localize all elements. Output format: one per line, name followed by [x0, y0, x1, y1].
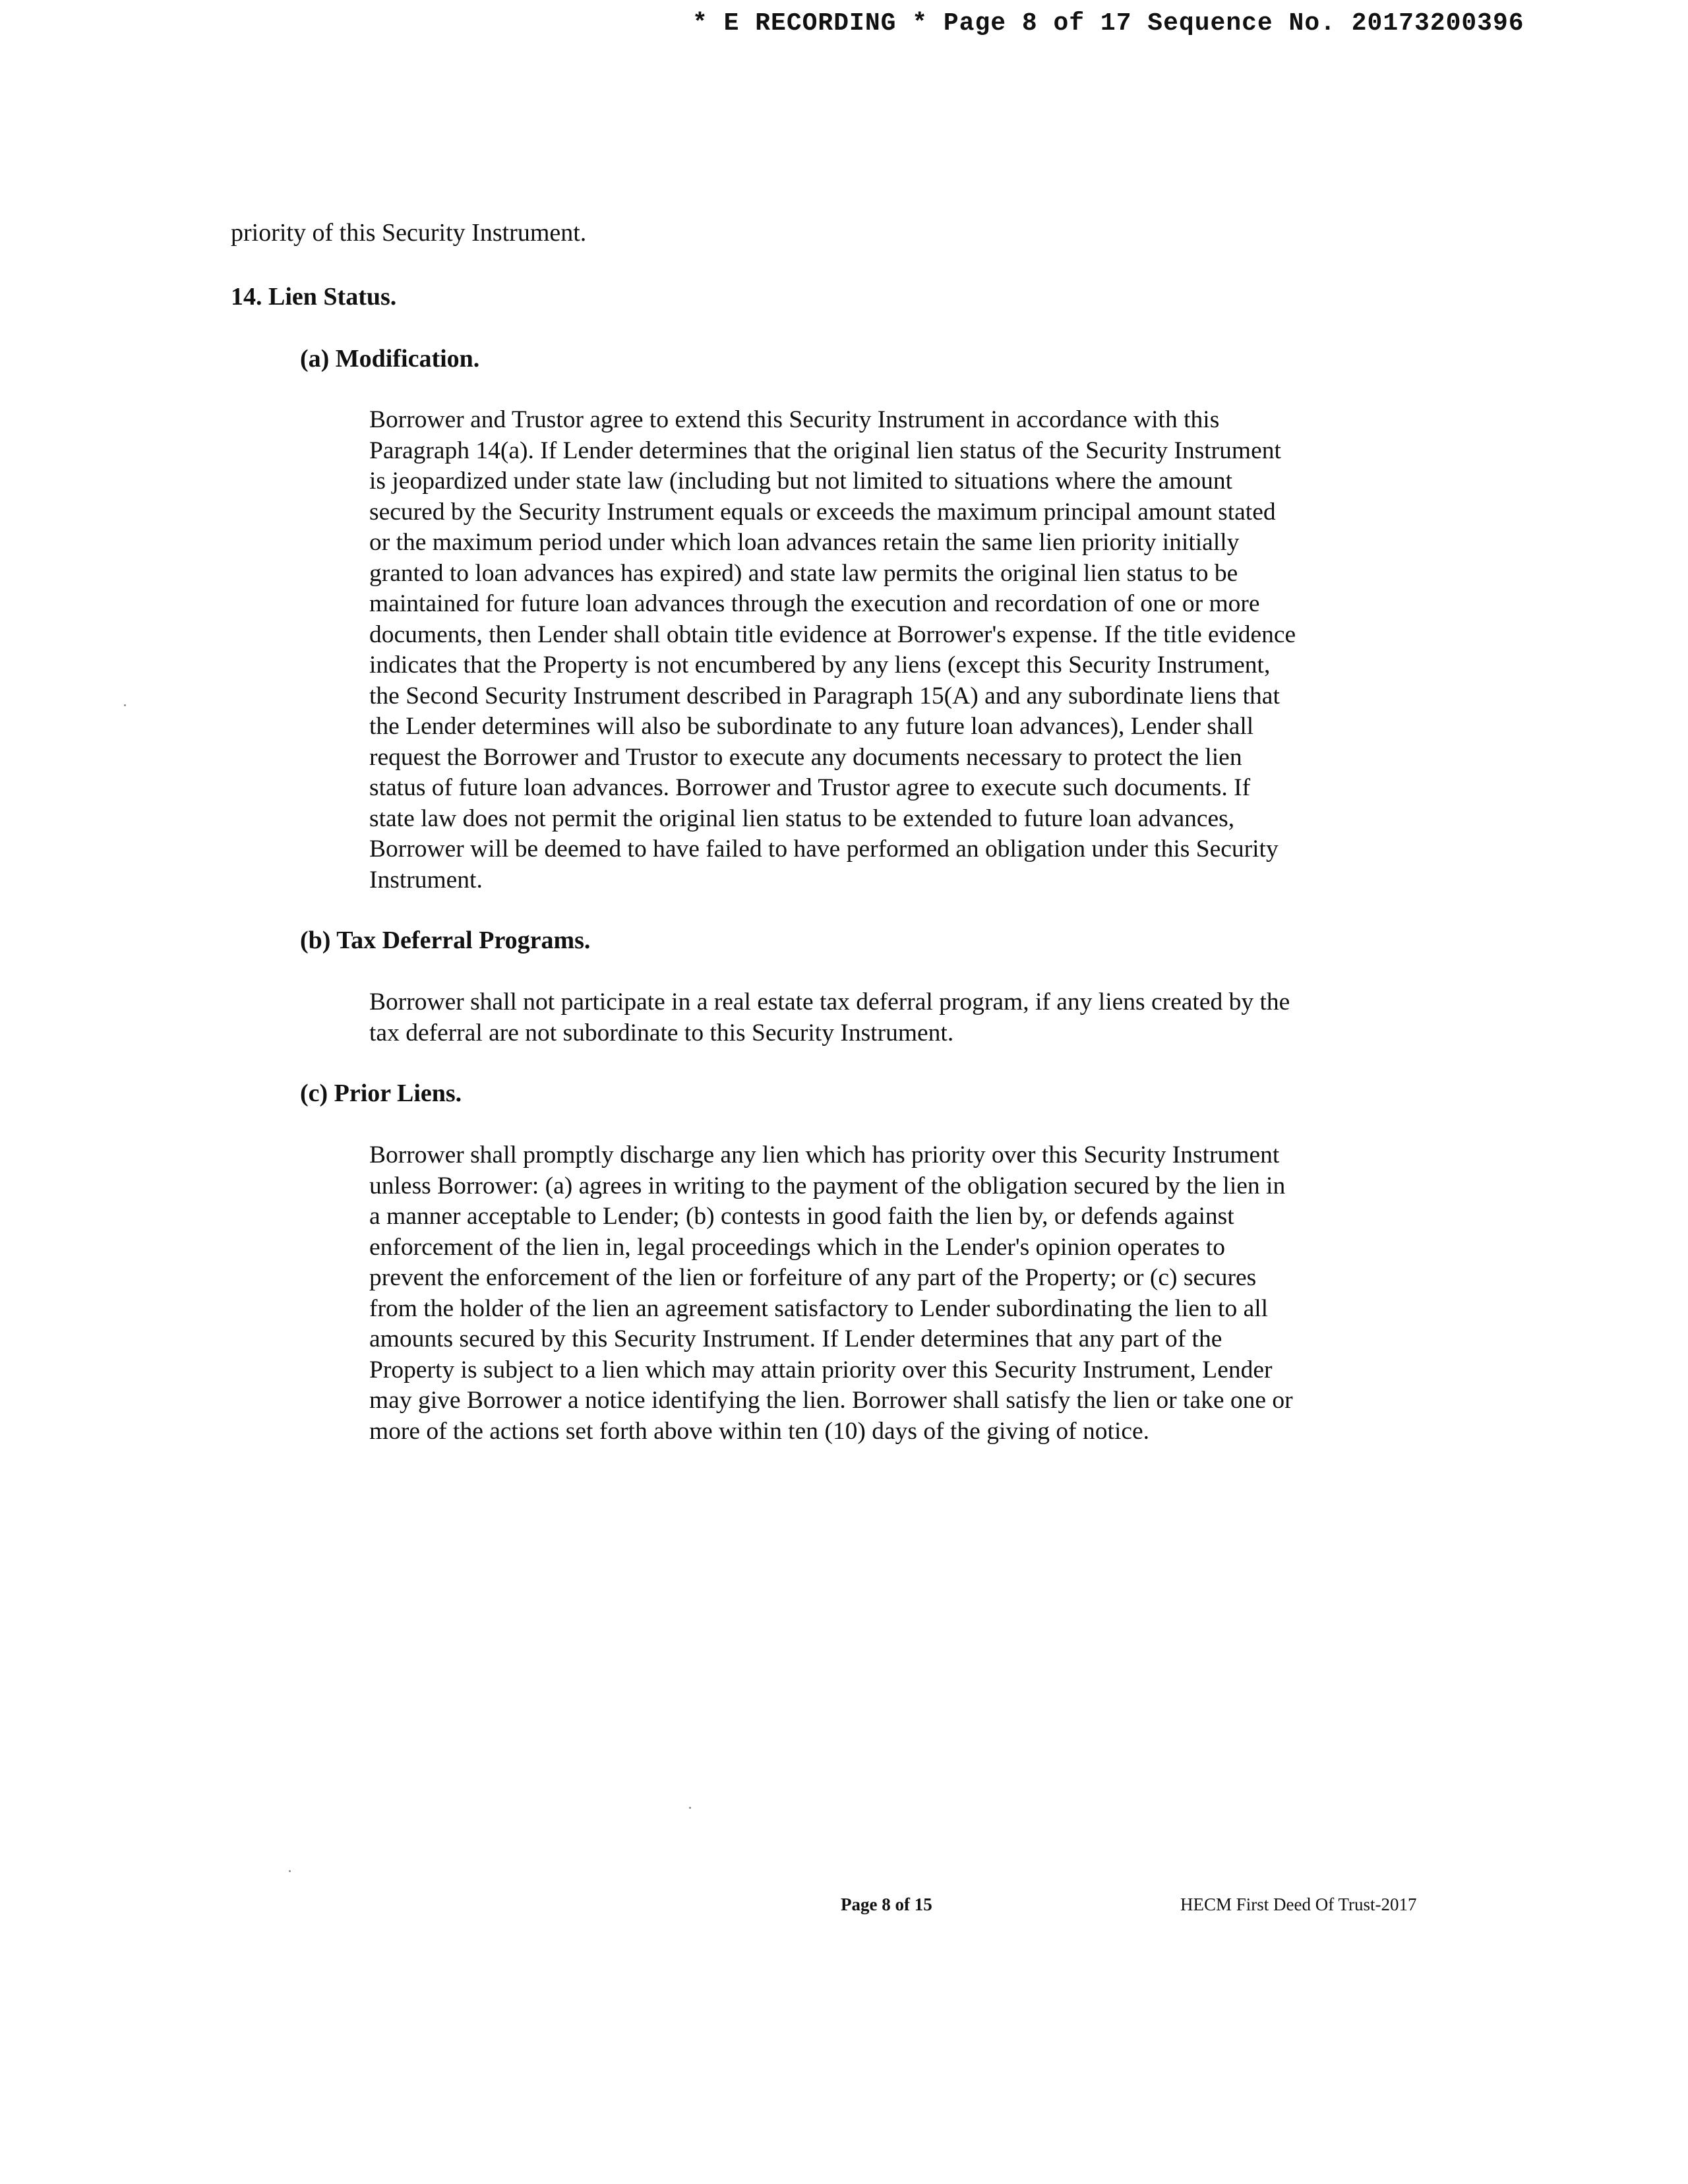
- scan-speck: [289, 1870, 291, 1872]
- subsection-text-tax-deferral: Borrower shall not participate in a real estate tax deferral program, if any liens created by the tax deferral are not subordinate to this Security Instrument.: [369, 988, 1290, 1046]
- lead-paragraph: priority of this Security Instrument.: [231, 219, 587, 247]
- subsection-heading-tax-deferral: (b) Tax Deferral Programs.: [300, 926, 591, 954]
- subsection-heading-modification: (a) Modification.: [300, 345, 480, 373]
- subsection-heading-prior-liens: (c) Prior Liens.: [300, 1079, 462, 1107]
- footer-document-title: HECM First Deed Of Trust-2017: [1180, 1895, 1417, 1914]
- subsection-text-modification: Borrower and Trustor agree to extend this Security Instrument in accordance with this Paragraph 14(a). If Lender determines that the original lien status of the Security Instrument is jeopardized under state law (including but not limited to situations where the amount secured by the Security Instrument equals or exceeds the maximum principal amount stated or the maximum period under which loan advances retain the same lien priority initially granted to loan advances has expired) and state law permits the original lien status to be maintained for future loan advances through the execution and recordation of one or more documents, then Lender shall obtain title evidence at Borrower's expense. If the title evidence indicates that the Property is not encumbered by any liens (except this Security Instrument, the Second Security Instrument described in Paragraph 15(A) and any subordinate liens that the Lender determines will also be subordinate to any future loan advances), Lender shall request the Borrower and Trustor to execute any documents necessary to protect the lien status of future loan advances. Borrower and Trustor agree to execute such documents. If state law does not permit the original lien status to be extended to future loan advances, Borrower will be deemed to have failed to have performed an obligation under this Security Instrument.: [369, 406, 1296, 894]
- scan-speck: [689, 1807, 691, 1809]
- section-heading-lien-status: 14. Lien Status.: [231, 283, 397, 311]
- footer-page-number: Page 8 of 15: [841, 1895, 932, 1914]
- recording-stamp: * E RECORDING * Page 8 of 17 Sequence No. 20173200396: [692, 9, 1524, 38]
- scan-speck: [124, 704, 126, 706]
- subsection-text-prior-liens: Borrower shall promptly discharge any lien which has priority over this Security Instrument unless Borrower: (a) agrees in writing to the payment of the obligation secured by the lien in a manner acceptable to Lender; (b) contests in good faith the lien by, or defends against enforcement of the lien in, legal proceedings which in the Lender's opinion operates to prevent the enforcement of the lien or forfeiture of any part of the Property; or (c) secures from the holder of the lien an agreement satisfactory to Lender subordinating the lien to all amounts secured by this Security Instrument. If Lender determines that any part of the Property is subject to a lien which may attain priority over this Security Instrument, Lender may give Borrower a notice identifying the lien. Borrower shall satisfy the lien or take one or more of the actions set forth above within ten (10) days of the giving of notice.: [369, 1141, 1293, 1445]
